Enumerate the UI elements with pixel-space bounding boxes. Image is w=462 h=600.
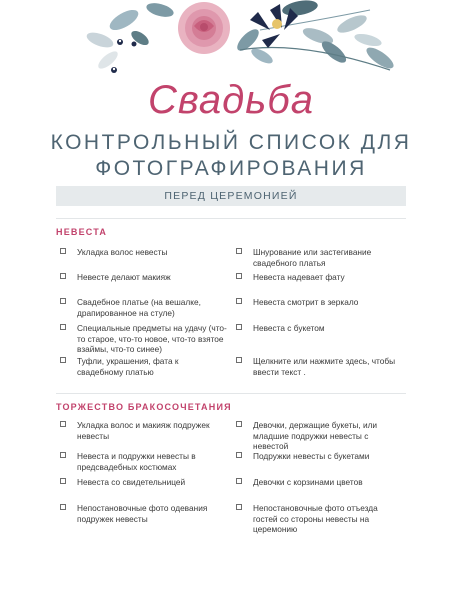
checkbox-icon[interactable] [60, 357, 66, 363]
checkbox-icon[interactable] [60, 248, 66, 254]
section-title-bride: НЕВЕСТА [56, 227, 108, 237]
checkbox-icon[interactable] [236, 478, 242, 484]
subtitle-line-1: КОНТРОЛЬНЫЙ СПИСОК ДЛЯ [50, 131, 412, 154]
checkbox-icon[interactable] [60, 324, 66, 330]
checkbox-icon[interactable] [236, 248, 242, 254]
checkbox-icon[interactable] [60, 504, 66, 510]
divider [56, 393, 406, 394]
section-title-ceremony: ТОРЖЕСТВО БРАКОСОЧЕТАНИЯ [56, 402, 232, 412]
floral-decoration-icon [0, 0, 462, 82]
checkbox-icon[interactable] [236, 298, 242, 304]
checkbox-icon[interactable] [236, 452, 242, 458]
checkbox-icon[interactable] [236, 324, 242, 330]
divider [56, 218, 406, 219]
page-subtitle [0, 130, 462, 182]
checkbox-icon[interactable] [60, 452, 66, 458]
phase-band: ПЕРЕД ЦЕРЕМОНИЕЙ [56, 186, 406, 206]
checkbox-icon[interactable] [236, 273, 242, 279]
checkbox-icon[interactable] [236, 357, 242, 363]
checkbox-icon[interactable] [236, 421, 242, 427]
page-title: Свадьба [147, 78, 315, 122]
checkbox-icon[interactable] [60, 421, 66, 427]
checkbox-icon[interactable] [60, 478, 66, 484]
subtitle-line-2: ФОТОГРАФИРОВАНИЯ [95, 157, 367, 180]
checkbox-icon[interactable] [60, 298, 66, 304]
checkbox-icon[interactable] [236, 504, 242, 510]
checkbox-icon[interactable] [60, 273, 66, 279]
